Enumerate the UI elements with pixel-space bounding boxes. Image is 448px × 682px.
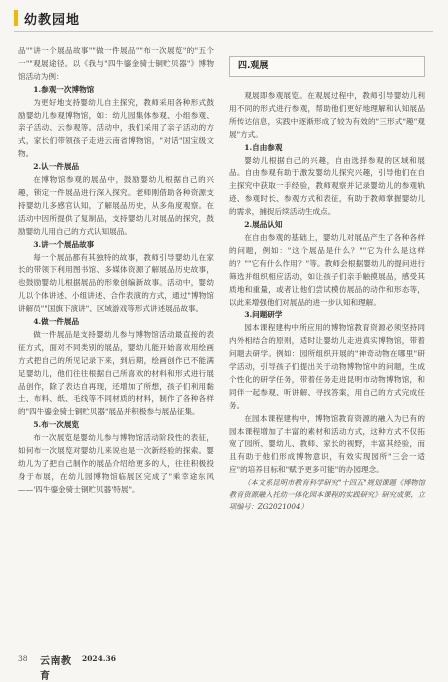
paragraph-viewing-intro: 观展即参观展览。在观展过程中，教师引导婴幼儿利用不同的形式进行参观，帮助他们更好地理解和认知展品所传达信息，实践中逐渐形成了较为有效的"三形式"趣"观展"方式。 [229, 91, 425, 139]
paragraph-arrange-exhibition: 布一次展览是婴幼儿参与博物馆活动阶段性的表征，如何布一次展览对婴幼儿来说也是一次新经验的探索。婴幼儿为了把自己制作的展品介绍给更多的人，往往积极投身于布展，在幼儿园博物馆临展区完成了"乘幸途东风——'四牛鎏金骑士铜贮贝器'特展"。 [18, 433, 214, 494]
paragraph-visit-museum: 为更好地支持婴幼儿自主探究，教师采用各种形式鼓励婴幼儿参观博物馆，如：幼儿园集体参观、小组参观、亲子活动、云参观等。活动中，我们采用了亲子活动的方式，家长们带领孩子走进云南省博物馆，"对话"国宝级文物。 [18, 97, 214, 159]
subheading-visit-museum: 1.参观一次博物馆 [33, 84, 95, 94]
subheading-know-exhibit: 2.认一件展品 [33, 162, 80, 172]
paragraph-free-visit: 婴幼儿根据自己的兴趣，自由选择参观的区域和展品。自由参观有助于激发婴幼儿探究兴趣，引导他们在自主探究中获取一手经验，教师观察并记录婴幼儿的参观轨迹、参观时长、参观方式和表征，有助于教师掌握婴幼儿的需求，捕捉后续活动生成点。 [229, 155, 425, 217]
subheading-exhibit-cognition: 2.展品认知 [244, 220, 283, 230]
research-note: （本文系昆明市教育科学研究"十四五"规划课题《博物馆教育资源融入托幼一体化园本课程的实践研究》研究成果，立项编号：ZG2021004） [229, 478, 425, 512]
page-number: 38 [18, 654, 28, 663]
paragraph-know-exhibit: 在博物馆参观的展品中，鼓励婴幼儿根据自己的兴趣，锁定一件展品进行深入探究。老师刚借助各种资源支持婴幼儿多感官认知，了解展品历史，从多角度观察。在活动中因所提供了复制品，支持婴幼儿对展品的探究，鼓励婴幼儿用自己的方式认知展品。 [18, 175, 214, 236]
column-title: 幼教园地 [24, 13, 81, 28]
section-title: 四.观展 [238, 61, 269, 71]
subheading-make-exhibit: 4.做一件展品 [33, 317, 80, 327]
paragraph-make-exhibit: 做一件展品是支持婴幼儿参与博物馆活动最直接的表征方式，面对不同类别的展品，婴幼儿能开始喜欢用绘画方式把自己的所见记录下来，到后期，绘画创作已不能满足婴幼儿，他们往往根据自己所喜欢的材料和形式进行展品创作，除了表达自再现，还增加了所想，孩子们利用黏土、布料、纸、毛线等不同材质的材料，制作了各种各样的"四牛鎏金骑士铜贮贝器"展品并积极参与展品征集。 [18, 329, 214, 417]
magazine-logo: 云南教育 [40, 656, 72, 682]
paragraph-question-study: 园本课程建构中所应用的博物馆教育资源必须坚持同内外相结合的原则，适时让婴幼儿走进真实博物馆，带着问题去研学。例如：园所组织开展的"神奇动物在哪里"研学活动，引导孩子们提出关于动物博物馆中的问题，生成个性化的研学任务，带着任务走进昆明市动物博物馆，和同伴一起参观、听讲解、寻找答案，用自己的方式完成任务。 [229, 323, 425, 410]
section-heading-box [229, 56, 425, 77]
paragraph-exhibit-cognition: 在自由参观的基础上，婴幼儿对展品产生了各种各样的问题，例如："这个展品是什么？""它为什么是这样的？""它有什么作用？"等。教师会根据婴幼儿的提问进行筛选并组织相应活动，如让孩子们亲手触摸展品，感受其质地和重量，或者让他们尝试模仿展品的动作和形态等，以此来增强他们对展品的进一步认知和理解。 [229, 232, 425, 307]
subheading-arrange-exhibition: 5.布一次展览 [33, 420, 80, 430]
header-divider [14, 31, 433, 32]
issue-number: 2024.36 [82, 654, 116, 663]
intro-paragraph: 品""讲一个展品故事""做一件展品""布一次展览"的"五个一""观展途径。以《我与"四牛鎏金骑士铜贮贝器"》博物馆活动为例： [18, 46, 214, 81]
subheading-tell-story: 3.讲一个展品故事 [33, 239, 95, 249]
page-header [0, 0, 448, 36]
left-column [18, 45, 214, 497]
header-accent-bar [14, 10, 18, 26]
paragraph-tell-story: 每一个展品都有其独特的故事，教师引导婴幼儿在家长的带领下利用图书馆、多媒体资源了解展品历史故事，也鼓励婴幼儿根据展品的形象创编新故事。活动中，婴幼儿以个体讲述、小组讲述、合作表演的方式，通过"博物馆讲解员""国旗下演讲"、区域游戏等形式讲述展品故事。 [18, 252, 214, 314]
right-column [229, 45, 425, 513]
subheading-free-visit: 1.自由参观 [244, 142, 283, 152]
paragraph-conclusion: 在园本课程建构中，博物馆教育资源的融入为已有的园本课程增加了丰富的素材和活动方式，这种方式不仅拓宽了园所、婴幼儿、教师、家长的视野，丰富其经验，而且有助于他们形成博物意识，有效实现园所"三会一适应"的培养目标和"赋予更多可能"的办园理念。 [229, 413, 425, 475]
subheading-question-study: 3.问题研学 [244, 310, 283, 320]
